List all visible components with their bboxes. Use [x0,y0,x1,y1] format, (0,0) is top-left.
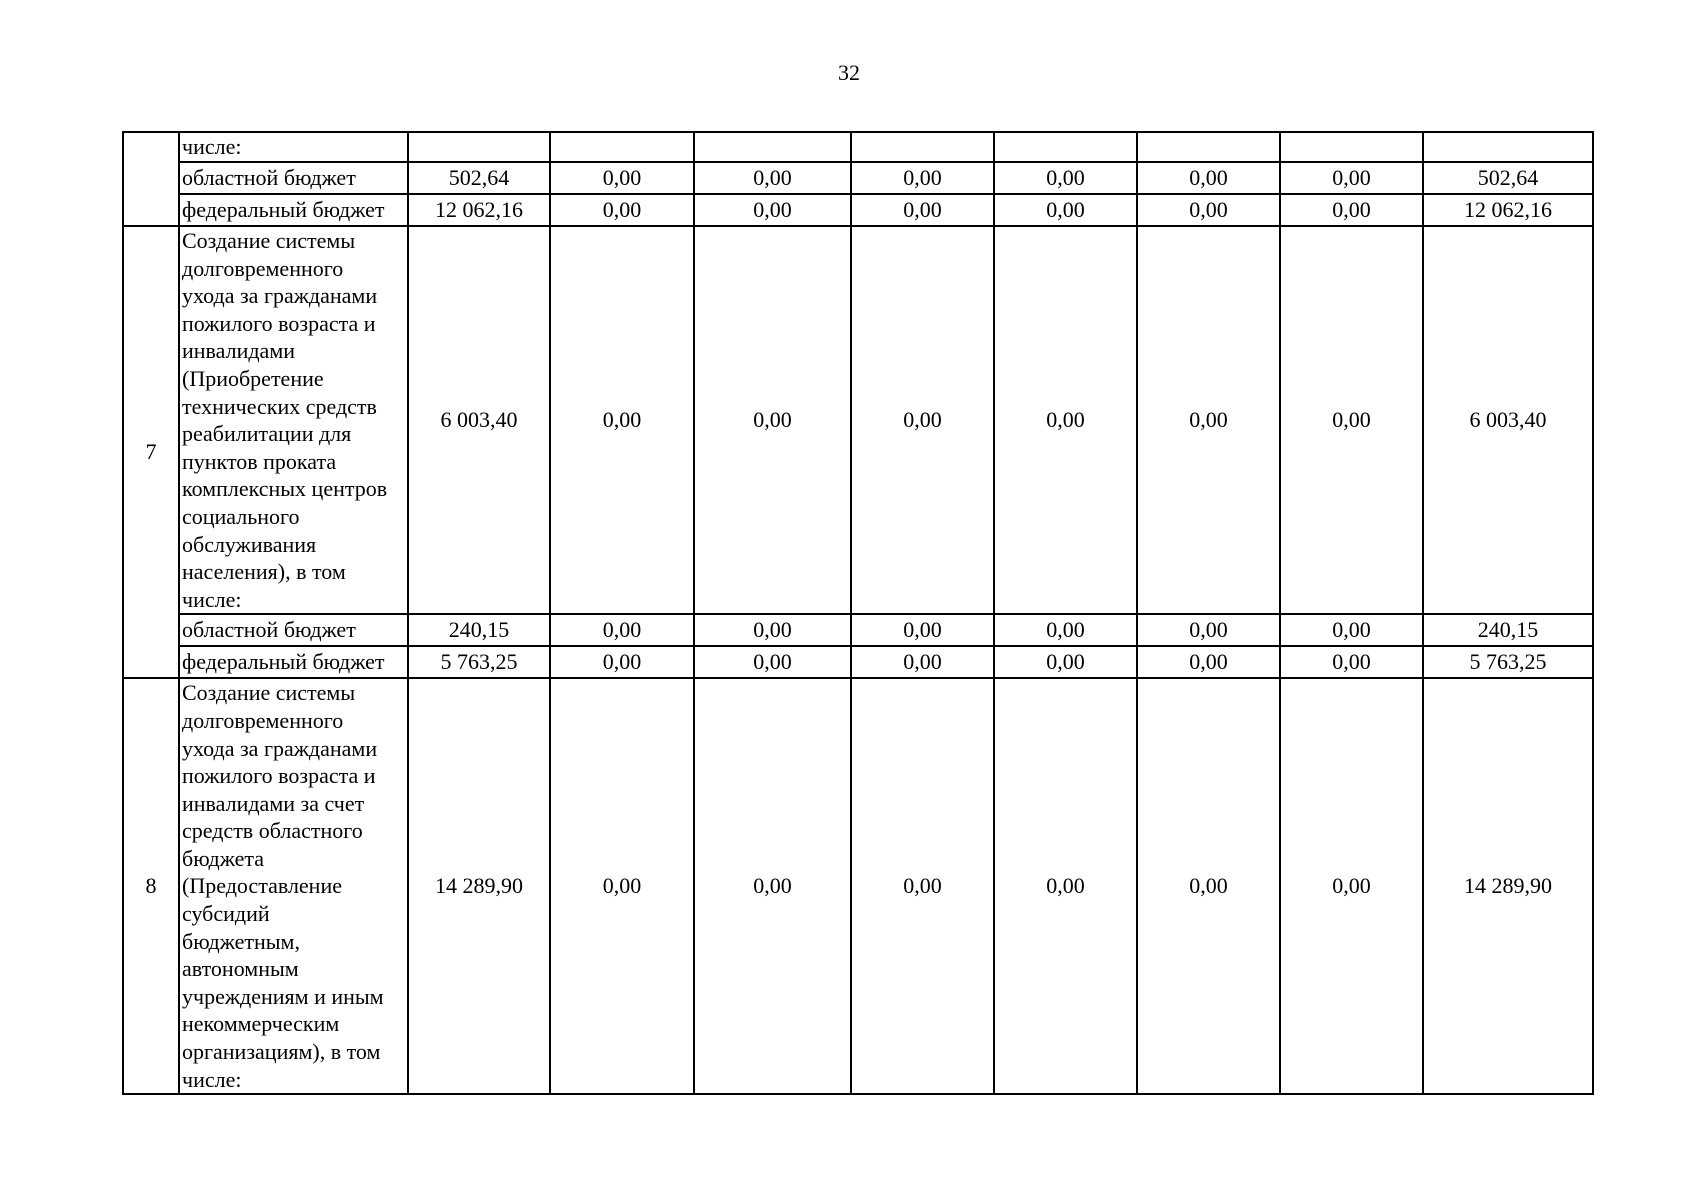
value-cell [550,132,694,162]
table-row-regional-budget [123,162,1593,194]
value-cell [694,132,851,162]
value-cell: 240,15 [1423,614,1593,646]
value-cell: 0,00 [851,162,994,194]
value-cell: 0,00 [550,614,694,646]
value-cell: 0,00 [994,646,1137,678]
table-row-regional-budget [123,614,1593,646]
row-label: федеральный бюджет [179,194,408,226]
value-cell: 0,00 [994,194,1137,226]
description-line: социального [182,503,300,529]
value-cell: 0,00 [994,614,1137,646]
value-cell: 0,00 [1280,194,1423,226]
value-cell: 0,00 [994,162,1137,194]
description-line: долговременного [182,707,344,733]
description-line: пожилого возраста и [182,763,376,789]
value-cell: 14 289,90 [408,678,550,1094]
description-line: пунктов проката [182,448,337,474]
value-cell: 12 062,16 [1423,194,1593,226]
value-cell: 0,00 [994,678,1137,1094]
description-line: числе: [182,1066,242,1092]
table-row-federal-budget [123,646,1593,678]
description-line: субсидий [182,901,270,927]
value-cell: 0,00 [1280,646,1423,678]
value-cell: 0,00 [1280,226,1423,614]
table-row-item-8 [123,678,1593,1094]
description-line: технических средств [182,393,377,419]
description-line: реабилитации для [182,421,352,447]
description-line: долговременного [182,255,344,281]
row-label: областной бюджет [179,162,408,194]
value-cell: 0,00 [694,614,851,646]
description-line: средств областного [182,818,363,844]
value-cell [1280,132,1423,162]
value-cell: 0,00 [1280,614,1423,646]
value-cell [1423,132,1593,162]
value-cell: 0,00 [550,226,694,614]
description-line: бюджетным, [182,928,300,954]
description-line: населения), в том [182,559,346,585]
description-line: (Приобретение [182,365,324,391]
value-cell: 0,00 [694,226,851,614]
description-line: (Предоставление [182,873,342,899]
value-cell: 0,00 [851,194,994,226]
row-label: числе: [179,132,408,162]
description-line: пожилого возраста и [182,310,376,336]
value-cell: 0,00 [550,194,694,226]
value-cell: 0,00 [851,614,994,646]
value-cell: 0,00 [694,162,851,194]
row-number: 8 [123,678,179,1094]
row-label: областной бюджет [179,614,408,646]
description-line: ухода за гражданами [182,735,378,761]
description-line: некоммерческим [182,1011,340,1037]
description-line: числе: [182,586,242,612]
table-row-continuation [123,132,1593,162]
value-cell: 0,00 [851,226,994,614]
description-line: организациям), в том [182,1039,381,1065]
table-row-item-7 [123,226,1593,614]
description-line: Создание системы [182,680,356,706]
value-cell: 0,00 [694,194,851,226]
row-label: федеральный бюджет [179,646,408,678]
description-line: комплексных центров [182,476,388,502]
value-cell: 0,00 [1137,614,1280,646]
value-cell: 0,00 [550,162,694,194]
value-cell: 240,15 [408,614,550,646]
value-cell: 0,00 [1137,194,1280,226]
value-cell: 6 003,40 [1423,226,1593,614]
description-line: инвалидами [182,338,296,364]
item-description [179,226,408,614]
page-number: 32 [838,60,860,85]
value-cell: 0,00 [1137,162,1280,194]
description-line: ухода за гражданами [182,283,378,309]
row-number-cell-empty [123,132,179,226]
value-cell: 0,00 [550,678,694,1094]
budget-table [122,131,1594,1095]
value-cell: 12 062,16 [408,194,550,226]
description-line: автономным [182,956,299,982]
row-number: 7 [123,226,179,678]
description-line: инвалидами за счет [182,790,365,816]
value-cell: 0,00 [1280,678,1423,1094]
value-cell: 0,00 [1137,646,1280,678]
value-cell: 0,00 [994,226,1137,614]
value-cell: 6 003,40 [408,226,550,614]
value-cell: 502,64 [1423,162,1593,194]
value-cell: 502,64 [408,162,550,194]
value-cell: 0,00 [694,646,851,678]
value-cell: 0,00 [1137,678,1280,1094]
value-cell: 0,00 [851,646,994,678]
value-cell: 0,00 [694,678,851,1094]
table-row-federal-budget [123,194,1593,226]
description-line: Создание системы [182,228,356,253]
description-line: бюджета [182,845,265,871]
item-description [179,678,408,1094]
value-cell: 0,00 [550,646,694,678]
value-cell: 0,00 [1280,162,1423,194]
value-cell [851,132,994,162]
value-cell [1137,132,1280,162]
value-cell: 0,00 [851,678,994,1094]
value-cell: 5 763,25 [1423,646,1593,678]
description-line: учреждениям и иным [182,983,384,1009]
value-cell [994,132,1137,162]
value-cell: 5 763,25 [408,646,550,678]
value-cell: 0,00 [1137,226,1280,614]
description-line: обслуживания [182,531,317,557]
value-cell: 14 289,90 [1423,678,1593,1094]
value-cell [408,132,550,162]
